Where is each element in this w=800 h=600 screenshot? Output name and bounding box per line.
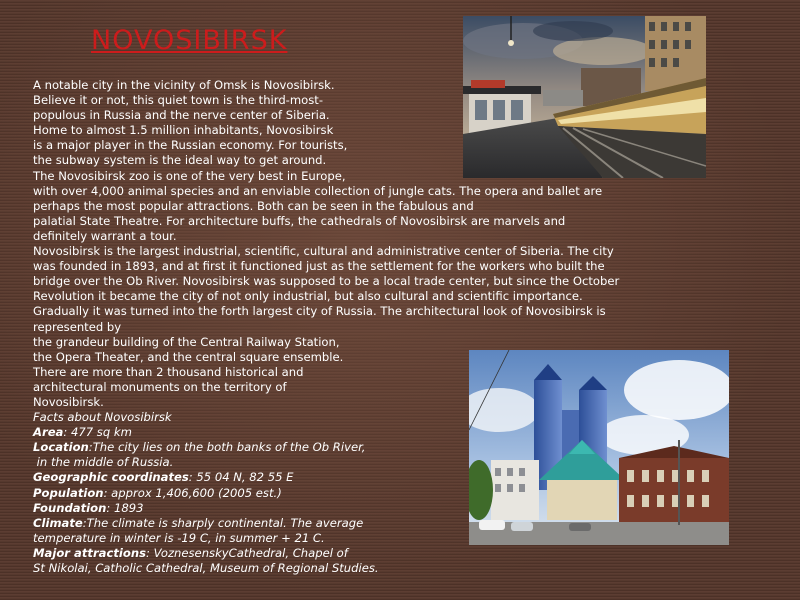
fact-label: Foundation: [33, 500, 107, 515]
text-line: A notable city in the vicinity of Omsk is Novosibirsk.: [33, 78, 335, 92]
text-line: architectural monuments on the territory of: [33, 379, 287, 394]
text-line: populous in Russia and the nerve center of Siberia.: [33, 108, 330, 123]
fact-value: : 477 sq km: [63, 425, 132, 440]
city-buildings-photo: [469, 350, 729, 545]
fact-value: : approx 1,406,600 (2005 est.): [103, 485, 282, 500]
text-line: represented by: [33, 319, 122, 334]
fact-label: Climate: [33, 515, 83, 530]
text-line: the Opera Theater, and the central square ensemble.: [33, 349, 344, 364]
text-line: Home to almost 1.5 million inhabitants, Novosibirsk: [33, 123, 334, 138]
text-line: Novosibirsk is the largest industrial, scientific, cultural and administrative center of Siberia. The city: [33, 244, 614, 259]
fact-value: : VoznesenskyCathedral, Chapel of: [146, 545, 348, 560]
fact-attractions-cont: St Nikolai, Catholic Cathedral, Museum of Regional Studies.: [33, 561, 379, 575]
text-line: the subway system is the ideal way to get around.: [33, 153, 327, 168]
facts-heading: Facts about Novosibirsk: [33, 410, 172, 425]
fact-value: :The climate is sharply continental. The average: [82, 515, 364, 530]
fact-label: Area: [33, 425, 64, 440]
text-line: with over 4,000 animal species and an enviable collection of jungle cats. The opera and ballet are: [33, 183, 603, 198]
text-line: Revolution it became the city of not only industrial, but also cultural and scientific importance.: [33, 289, 583, 304]
text-line: The Novosibirsk zoo is one of the very best in Europe,: [33, 168, 346, 183]
text-line: perhaps the most popular attractions. Both can be seen in the fabulous and: [33, 198, 474, 213]
fact-label: Location: [33, 440, 89, 455]
fact-value: :The city lies on the both banks of the Ob River,: [88, 440, 366, 455]
text-line: There are more than 2 thousand historical and: [33, 364, 304, 379]
text-line: Novosibirsk.: [33, 394, 104, 409]
text-line: the grandeur building of the Central Railway Station,: [33, 334, 340, 349]
fact-label: Geographic coordinates: [33, 470, 189, 485]
text-line: definitely warrant a tour.: [33, 228, 177, 243]
fact-value: : 55 04 N, 82 55 E: [188, 470, 294, 485]
text-line: palatial State Theatre. For architecture buffs, the cathedrals of Novosibirsk are marvels and: [33, 213, 566, 228]
text-line: Gradually it was turned into the forth largest city of Russia. The architectural look of Novosibirsk is: [33, 304, 606, 319]
fact-climate-cont: temperature in winter is -19 C, in summer + 21 C.: [33, 530, 325, 545]
text-line: was founded in 1893, and at first it functioned just as the settlement for the workers who built the: [33, 259, 605, 274]
fact-location-cont: in the middle of Russia.: [33, 455, 174, 470]
fact-label: Population: [33, 485, 104, 500]
fact-attractions: [33, 546, 723, 561]
text-line: is a major player in the Russian economy. For tourists,: [33, 138, 348, 153]
fact-value: : 1893: [106, 500, 144, 515]
page-title: NOVOSIBIRSK: [91, 25, 288, 56]
fact-label: Major attractions: [33, 545, 147, 560]
text-line: bridge over the Ob River. Novosibirsk was supposed to be a local trade center, but since the October: [33, 274, 620, 289]
text-line: Believe it or not, this quiet town is the third-most-: [33, 93, 324, 108]
